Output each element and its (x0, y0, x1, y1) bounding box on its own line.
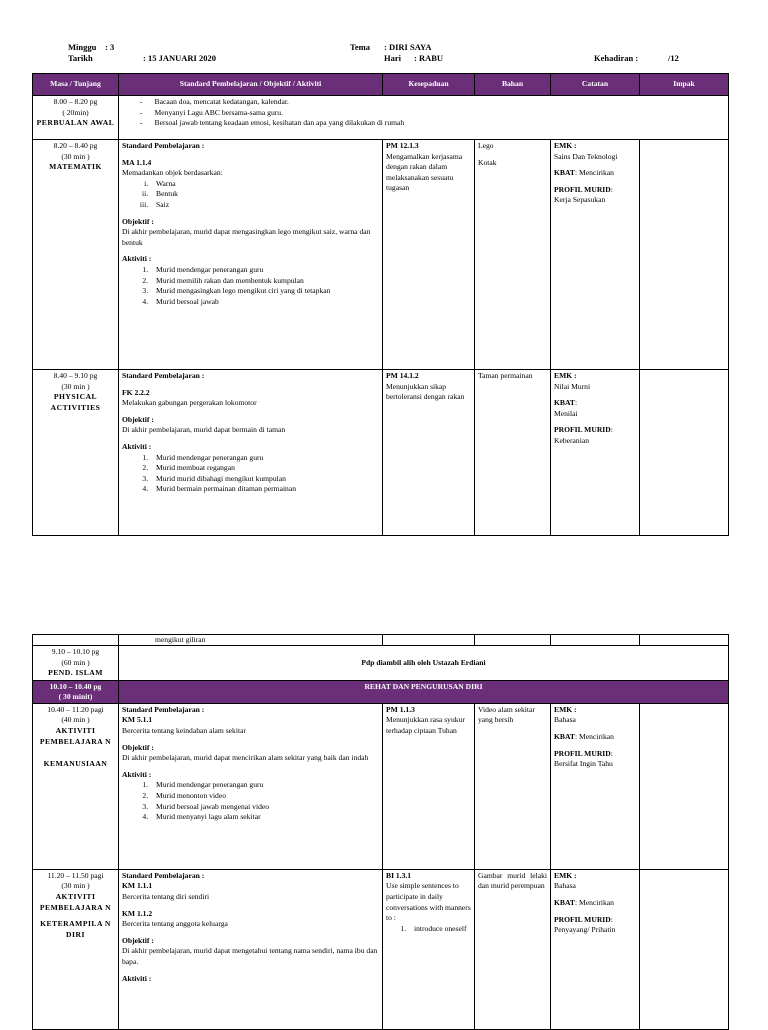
minggu-value: : 3 (105, 42, 115, 52)
time-range: 8.20 – 8.40 pg (53, 141, 98, 150)
emk-label: EMK : (554, 141, 577, 150)
aktiviti-label: Aktiviti : (122, 254, 152, 264)
table-row (33, 635, 729, 646)
impak-cell (640, 869, 729, 1029)
objektif-text: Di akhir pembelajaran, murid dapat mengasingkan lego mengikut saiz, warna dan bentuk (122, 227, 371, 247)
profil-colon: : (610, 425, 613, 435)
continuation-text: mengikut giliran (155, 635, 206, 644)
col-header-standard: Standard Pembelajaran / Objektif / Aktiviti (119, 74, 383, 96)
duration: (30 min ) (61, 381, 90, 391)
sp-code: KM 1.1.1 (122, 881, 153, 891)
time-cell (33, 140, 119, 370)
kbat-value: Menilai (554, 408, 578, 418)
subject-name-2: KEMANUSIAAN (43, 759, 108, 769)
table-row (33, 703, 729, 869)
emk-text: Nilai Murni (554, 381, 591, 391)
tarikh-label: Tarikh (68, 53, 93, 63)
standard-cell (119, 869, 383, 1029)
duration: ( 30 minit) (58, 691, 93, 701)
standard-cell (119, 140, 383, 370)
time-cell (33, 869, 119, 1029)
impak-cell (640, 370, 729, 536)
aktiviti-label: Aktiviti : (122, 441, 152, 451)
emk-label: EMK : (554, 870, 577, 880)
catatan-cell (551, 869, 640, 1029)
table-row (33, 140, 729, 370)
table-header-row (33, 74, 729, 96)
kbat-text: : Mencirikan (574, 731, 614, 741)
subject-name: AKTIVITI PEMBELAJARA N (39, 725, 112, 746)
tema-label: Tema (350, 42, 370, 52)
aktiviti-list (122, 265, 379, 307)
col-header-kesepaduan: Kesepaduan (383, 74, 475, 96)
profil-value: Kerja Sepasukan (554, 195, 606, 205)
sp-label: Standard Pembelajaran : (122, 870, 205, 880)
objektif-text: Di akhir pembelajaran, murid dapat mengetahui tentang nama sendiri, nama ibu dan bapa. (122, 946, 378, 966)
lesson-plan-table-1 (32, 73, 729, 536)
sp-text: Melakukan gabungan pergerakan lokomotor (122, 398, 257, 408)
kbat-text: : Mencirikan (574, 168, 614, 178)
time-range: 8.40 – 9.10 pg (53, 371, 98, 380)
duration: (30 min ) (61, 881, 90, 891)
objektif-text: Di akhir pembelajaran, murid dapat bermain di taman (122, 425, 286, 435)
profil-label: PROFIL MURID (554, 184, 611, 194)
table-row (33, 869, 729, 1029)
profil-label: PROFIL MURID (554, 748, 611, 758)
list-item: i. Warna (150, 179, 379, 190)
subject-name: PERBUALAN AWAL (36, 118, 115, 128)
bahan-item: Taman permainan (478, 371, 533, 380)
bahan-cell (475, 869, 551, 1029)
sp-label: Standard Pembelajaran : (122, 371, 205, 380)
profil-value: Bersifat Ingin Tahu (554, 759, 613, 769)
routine-cell (119, 96, 729, 140)
tema-value: : DIRI SAYA (384, 42, 432, 52)
impak-cell (640, 703, 729, 869)
list-item: 4. Murid menyanyi lagu alam sekitar (150, 812, 379, 823)
list-item: ii. Bentuk (150, 189, 379, 200)
list-item: 2. Murid membuat regangan (150, 463, 379, 474)
table-row (33, 370, 729, 536)
kbat-label: KBAT (554, 731, 575, 741)
profil-colon: : (610, 914, 613, 924)
pend-islam-note: Pdp diambil alih oleh Ustazah Erdiani (119, 646, 729, 681)
col-header-masa: Masa / Tunjang (33, 74, 119, 96)
time-cell (33, 370, 119, 536)
bahan-item: Gambar murid lelaki dan murid perempuan (478, 870, 547, 891)
subject-name: PHYSICAL ACTIVITIES (50, 392, 101, 412)
continuation-cell (119, 635, 383, 646)
kes-code: PM 12.1.3 (386, 141, 419, 150)
kes-code: PM 14.1.2 (386, 371, 419, 380)
profil-colon: : (610, 184, 613, 194)
kbat-label: KBAT (554, 398, 575, 408)
list-item: 1. Murid mendengar penerangan guru (150, 265, 379, 276)
kes-list (386, 924, 471, 935)
time-cell (33, 680, 119, 703)
list-item: 3. Murid bersoal jawab mengenai video (150, 802, 379, 813)
kes-text: Menunjukkan sikap bertoleransi dengan rakan (386, 381, 465, 402)
sp-code: FK 2.2.2 (122, 387, 150, 397)
sp-label: Standard Pembelajaran : (122, 704, 205, 714)
time-cell (33, 96, 119, 140)
objektif-label: Objektif : (122, 414, 154, 424)
catatan-cell (551, 140, 640, 370)
kbat-text: : Mencirikan (574, 897, 614, 907)
list-item: 1. Murid mendengar penerangan guru (150, 453, 379, 464)
col-header-bahan: Bahan (475, 74, 551, 96)
kesepaduan-cell (383, 370, 475, 536)
profil-colon: : (610, 748, 613, 758)
subject-name: AKTIVITI PEMBELAJARA N (39, 891, 112, 912)
list-item: iii. Saiz (150, 200, 379, 211)
sp-label: Standard Pembelajaran : (122, 141, 205, 150)
col-header-impak: Impak (640, 74, 729, 96)
catatan-cell (551, 703, 640, 869)
time-range: 10.10 – 10.40 pg (49, 681, 102, 691)
kbat-label: KBAT (554, 168, 575, 178)
duration: ( 20min) (62, 107, 89, 117)
subject-name: PEND. ISLAM (48, 668, 103, 678)
list-item: 3. Murid murid dibahagi mengikut kumpulan (150, 474, 379, 485)
standard-cell (119, 703, 383, 869)
kes-text: Mengamalkan kerjasama dengan rakan dalam melaksanakan sesuatu tugasan (386, 151, 463, 193)
list-item: - Menyanyi Lagu ABC bersama-sama guru. (156, 108, 725, 119)
hari-label: Hari (384, 53, 401, 63)
sp-code-2: KM 1.1.2 (122, 908, 153, 918)
sub-list (122, 179, 379, 211)
emk-label: EMK : (554, 371, 577, 380)
profil-label: PROFIL MURID (554, 425, 611, 435)
kes-code: BI 1.3.1 (386, 870, 412, 880)
list-item: 4. Murid bersoal jawab (150, 297, 379, 308)
duration: (30 min ) (61, 151, 90, 161)
sp-code: MA 1.1.4 (122, 157, 152, 167)
kbat-text: : (574, 398, 578, 408)
table-row (33, 680, 729, 703)
sp-text: Memadankan objek berdasarkan: (122, 168, 223, 178)
bahan-cell (475, 703, 551, 869)
table-row (33, 96, 729, 140)
duration: (40 min ) (61, 715, 90, 725)
subject-name: MATEMATIK (49, 162, 102, 172)
aktiviti-label: Aktiviti : (122, 769, 152, 779)
minggu-label: Minggu (68, 42, 97, 52)
list-item: 2. Murid memilih rakan dan membentuk kumpulan (150, 276, 379, 287)
list-item: 1. Murid mendengar penerangan guru (150, 780, 379, 791)
impak-cell (640, 140, 729, 370)
col-header-catatan: Catatan (551, 74, 640, 96)
profil-value: Keberanian (554, 435, 589, 445)
objektif-text: Di akhir pembelajaran, murid dapat mencirikan alam sekitar yang baik dan indah (122, 753, 369, 763)
aktiviti-list (122, 780, 379, 822)
list-item: 3. Murid mengasingkan lego mengikut ciri yang di tetapkan (150, 286, 379, 297)
emk-label: EMK : (554, 704, 577, 714)
hari-value: : RABU (414, 53, 444, 63)
objektif-label: Objektif : (122, 935, 154, 945)
list-item: 4. Murid bermain permainan ditaman permainan (150, 484, 379, 495)
subject-name-2: KETERAMPILA N DIRI (40, 919, 111, 939)
routine-list (122, 97, 725, 129)
aktiviti-label: Aktiviti : (122, 973, 152, 983)
kes-code: PM 1.1.3 (386, 704, 415, 714)
table-row (33, 646, 729, 681)
kehadiran-value: /12 (668, 53, 679, 63)
tarikh-value: : 15 JANUARI 2020 (143, 53, 216, 63)
bahan-item: Video alam sekitar yang bersih (478, 704, 535, 725)
sp-code: KM 5.1.1 (122, 715, 153, 725)
bahan-item: Lego (478, 141, 494, 150)
duration: (60 min ) (61, 657, 90, 667)
time-range: 11.20 – 11.50 pagi (47, 870, 104, 880)
kesepaduan-cell (383, 140, 475, 370)
objektif-label: Objektif : (122, 742, 154, 752)
list-item: 1. introduce oneself (408, 924, 471, 935)
kbat-label: KBAT (554, 897, 575, 907)
emk-text: Sains Dan Teknologi (554, 151, 618, 161)
time-cell (33, 646, 119, 681)
lesson-plan-table-2 (32, 634, 729, 1030)
bahan-item: Kotak (478, 157, 497, 167)
emk-text: Bahasa (554, 715, 576, 725)
list-item: 2. Murid menonton video (150, 791, 379, 802)
time-cell (33, 703, 119, 869)
time-range: 10.40 – 11.20 pagi (47, 704, 104, 714)
bahan-cell (475, 140, 551, 370)
profil-label: PROFIL MURID (554, 914, 611, 924)
list-item: - Bacaan doa, mencatat kedatangan, kalendar. (156, 97, 725, 108)
list-item: - Bersoal jawab tentang keadaan emosi, kesihatan dan apa yang dilakukan di rumah (156, 118, 725, 129)
sp-text-2: Bercerita tentang anggota keluarga (122, 919, 228, 929)
profil-value: Penyayang/ Prihatin (554, 925, 616, 935)
time-range: 9.10 – 10.10 pg (51, 647, 100, 656)
sp-text: Bercerita tentang diri sendiri (122, 891, 210, 901)
kesepaduan-cell (383, 869, 475, 1029)
kes-text: Menunjukkan rasa syukur terhadap ciptaan Tuhan (386, 715, 465, 735)
emk-text: Bahasa (554, 881, 576, 891)
rehat-label: REHAT DAN PENGURUSAN DIRI (119, 680, 729, 703)
aktiviti-list (122, 453, 379, 495)
objektif-label: Objektif : (122, 216, 154, 226)
kesepaduan-cell (383, 703, 475, 869)
bahan-cell (475, 370, 551, 536)
standard-cell (119, 370, 383, 536)
kes-text: Use simple sentences to participate in daily conversations with manners to : (386, 881, 471, 923)
sp-text: Bercerita tentang keindahan alam sekitar (122, 725, 246, 735)
time-range: 8.00 – 8.20 pg (53, 97, 98, 106)
kehadiran-label: Kehadiran : (594, 53, 639, 63)
catatan-cell (551, 370, 640, 536)
